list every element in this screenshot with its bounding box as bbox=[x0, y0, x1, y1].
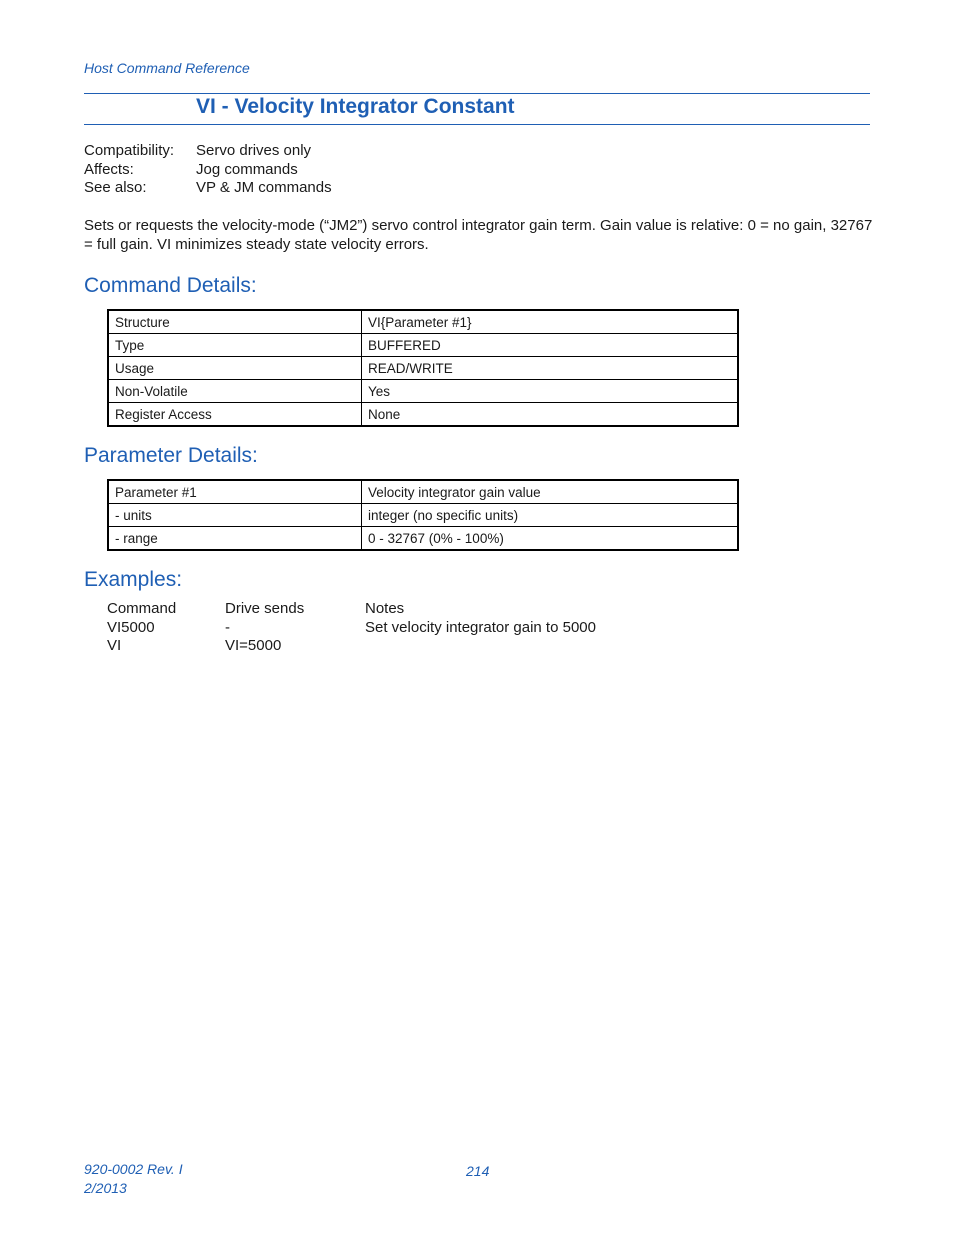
meta-label: Compatibility: bbox=[84, 142, 175, 159]
meta-value: VP & JM commands bbox=[196, 179, 332, 196]
meta-value: Servo drives only bbox=[196, 142, 312, 159]
table-cell-label: - range bbox=[108, 527, 362, 551]
meta-label: See also: bbox=[84, 179, 147, 196]
table-row bbox=[108, 527, 738, 551]
meta-row-affects bbox=[84, 161, 332, 180]
parameter-details-heading: Parameter Details: bbox=[84, 444, 258, 467]
table-cell-label: Usage bbox=[108, 357, 362, 380]
meta-row-compatibility bbox=[84, 142, 332, 161]
example-command: VI bbox=[107, 637, 122, 654]
table-cell-label: Type bbox=[108, 334, 362, 357]
description: Sets or requests the velocity-mode (“JM2”) servo control integrator gain term. Gain value is relative: 0 = no gain, 32767 = full gain. VI minimizes steady state velocity errors. bbox=[84, 217, 873, 253]
command-details-table bbox=[107, 309, 739, 427]
examples-row bbox=[107, 619, 596, 638]
meta-label: Affects: bbox=[84, 160, 134, 178]
title-rule-bottom bbox=[84, 124, 870, 125]
table-cell-value: 0 - 32767 (0% - 100%) bbox=[362, 527, 739, 551]
table-row bbox=[108, 310, 738, 334]
meta-block bbox=[84, 142, 332, 198]
table-row bbox=[108, 480, 738, 504]
meta-row-see-also bbox=[84, 179, 332, 198]
title-rule-top bbox=[84, 93, 870, 94]
table-cell-label: Non-Volatile bbox=[108, 380, 362, 403]
examples-header-command: Command bbox=[107, 600, 177, 617]
table-cell-label: - units bbox=[108, 504, 362, 527]
examples-header-row bbox=[107, 600, 596, 619]
table-cell-value: Velocity integrator gain value bbox=[362, 480, 739, 504]
table-row bbox=[108, 334, 738, 357]
command-details-heading: Command Details: bbox=[84, 274, 257, 297]
table-cell-label: Structure bbox=[108, 310, 362, 334]
table-cell-value: Yes bbox=[362, 380, 739, 403]
examples-header-drive-sends: Drive sends bbox=[225, 600, 305, 617]
table-cell-value: integer (no specific units) bbox=[362, 504, 739, 527]
meta-value: Jog commands bbox=[196, 160, 298, 178]
example-drive-sends: VI=5000 bbox=[225, 637, 282, 654]
parameter-details-table bbox=[107, 479, 739, 551]
footer-doc-info bbox=[84, 1160, 183, 1198]
page-title: VI - Velocity Integrator Constant bbox=[196, 95, 515, 118]
examples-block bbox=[107, 600, 596, 656]
examples-header-notes: Notes bbox=[365, 600, 405, 617]
table-cell-value: READ/WRITE bbox=[362, 357, 739, 380]
header-reference: Host Command Reference bbox=[84, 60, 250, 76]
footer-date: 2/2013 bbox=[84, 1180, 127, 1196]
table-row bbox=[108, 403, 738, 427]
examples-heading: Examples: bbox=[84, 568, 183, 591]
table-cell-label: Register Access bbox=[108, 403, 362, 427]
examples-row bbox=[107, 637, 596, 656]
table-row bbox=[108, 504, 738, 527]
table-cell-value: BUFFERED bbox=[362, 334, 739, 357]
table-cell-value: None bbox=[362, 403, 739, 427]
example-command: VI5000 bbox=[107, 618, 155, 636]
table-cell-label: Parameter #1 bbox=[108, 480, 362, 504]
footer-page-number: 214 bbox=[466, 1163, 490, 1179]
example-drive-sends: - bbox=[225, 618, 230, 636]
example-notes: Set velocity integrator gain to 5000 bbox=[365, 618, 596, 636]
table-row bbox=[108, 380, 738, 403]
footer-doc-number: 920-0002 Rev. I bbox=[84, 1161, 183, 1177]
table-cell-value: VI{Parameter #1} bbox=[362, 310, 739, 334]
table-row bbox=[108, 357, 738, 380]
